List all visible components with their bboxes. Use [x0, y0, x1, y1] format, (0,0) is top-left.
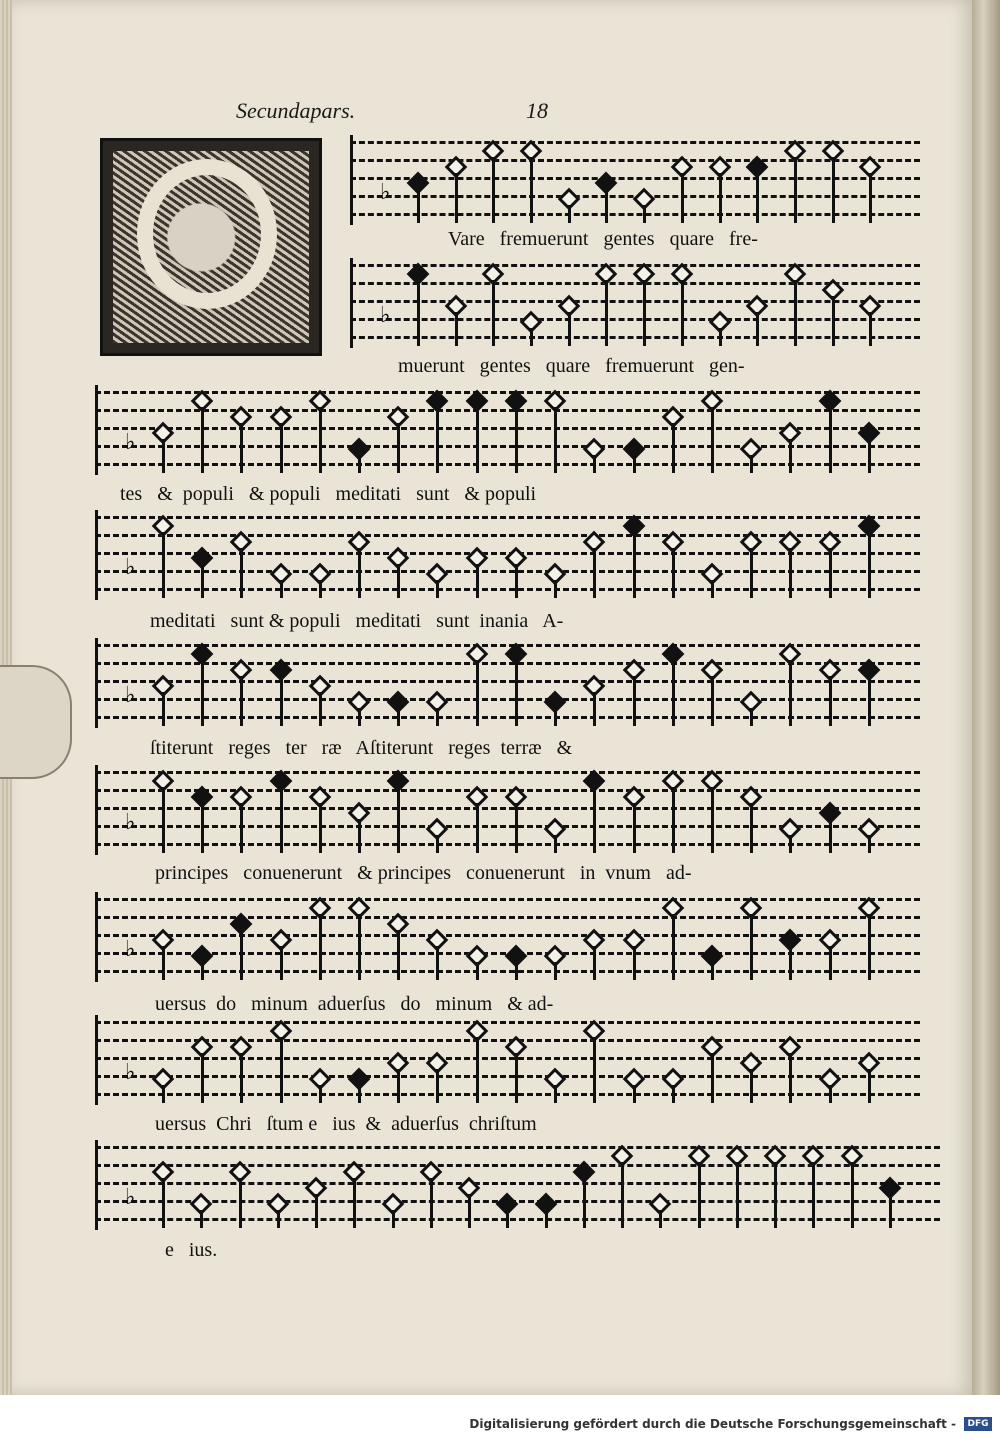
note-stem — [430, 1178, 433, 1228]
note-stem — [868, 532, 871, 598]
note-stem — [750, 803, 753, 853]
note-stem — [397, 930, 400, 980]
note-stem — [681, 173, 684, 223]
note-stem — [681, 280, 684, 346]
note-stem — [436, 946, 439, 980]
lyric-line-6: principes conuenerunt & principes conuenerunt in vnum ad- — [155, 862, 692, 884]
note-stem — [240, 930, 243, 980]
note-stem — [492, 157, 495, 223]
note-stem — [476, 407, 479, 473]
flat-sign: ♭ — [380, 179, 391, 204]
note-stem — [750, 548, 753, 598]
staff-line — [95, 1075, 920, 1078]
note-stem — [593, 946, 596, 980]
note-stem — [750, 708, 753, 726]
staff-line — [95, 644, 920, 647]
note-stem — [554, 962, 557, 980]
staff-line — [95, 789, 920, 792]
lyric-line-9: e ius. — [165, 1239, 218, 1261]
note-stem — [358, 455, 361, 473]
note-stem — [829, 1085, 832, 1103]
woodcut-initial-q — [100, 138, 322, 356]
note-stem — [280, 423, 283, 473]
note-stem — [774, 1162, 777, 1228]
note-stem — [633, 676, 636, 726]
note-stem — [319, 914, 322, 980]
note-stem — [789, 1053, 792, 1103]
staff-line — [95, 1057, 920, 1060]
note-stem — [605, 189, 608, 223]
note-stem — [719, 173, 722, 223]
staff-line — [95, 588, 920, 591]
note-stem — [397, 423, 400, 473]
note-stem — [358, 1085, 361, 1103]
note-stem — [869, 312, 872, 346]
note-stem — [554, 407, 557, 473]
staff-line — [95, 970, 920, 973]
lyric-line-1: Vare fremuerunt gentes quare fre- — [448, 228, 758, 250]
staff-line — [95, 463, 920, 466]
note-stem — [240, 1053, 243, 1103]
note-stem — [162, 692, 165, 726]
note-stem — [492, 280, 495, 346]
flat-sign: ♭ — [125, 1059, 136, 1084]
note-stem — [515, 1053, 518, 1103]
note-stem — [319, 692, 322, 726]
note-stem — [506, 1210, 509, 1228]
note-stem — [353, 1178, 356, 1228]
note-stem — [633, 455, 636, 473]
barline — [95, 385, 98, 475]
note-stem — [593, 548, 596, 598]
note-stem — [568, 205, 571, 223]
lyric-line-8: uersus Chri ſtum e ius & aduerſus chriſtum — [155, 1113, 537, 1135]
note-stem — [812, 1162, 815, 1228]
note-stem — [436, 835, 439, 853]
flat-sign: ♭ — [125, 936, 136, 961]
staff — [95, 1140, 940, 1230]
note-stem — [468, 1194, 471, 1228]
note-stem — [794, 157, 797, 223]
staff — [95, 510, 920, 600]
flat-sign: ♭ — [125, 429, 136, 454]
flat-sign: ♭ — [125, 554, 136, 579]
barline — [95, 638, 98, 728]
note-stem — [829, 548, 832, 598]
lyric-line-3: tes & populi & populi meditati sunt & populi — [120, 483, 537, 505]
page-number: 18 — [526, 98, 548, 123]
note-stem — [436, 708, 439, 726]
note-stem — [417, 280, 420, 346]
bookmark-tab — [0, 665, 72, 779]
flat-sign: ♭ — [125, 1184, 136, 1209]
note-stem — [162, 1178, 165, 1228]
note-stem — [358, 914, 361, 980]
note-stem — [397, 564, 400, 598]
note-stem — [455, 312, 458, 346]
note-stem — [711, 676, 714, 726]
lyric-line-2: muerunt gentes quare fremuerunt gen- — [398, 355, 745, 377]
note-stem — [319, 1085, 322, 1103]
staff-line — [95, 898, 920, 901]
barline — [95, 765, 98, 855]
note-stem — [358, 819, 361, 853]
lyric-line-4: meditati sunt & populi meditati sunt inania A- — [150, 610, 564, 632]
note-stem — [554, 1085, 557, 1103]
note-stem — [593, 1037, 596, 1103]
note-stem — [201, 962, 204, 980]
note-stem — [240, 676, 243, 726]
barline — [95, 1015, 98, 1105]
note-stem — [280, 580, 283, 598]
staff-line — [95, 662, 920, 665]
footer-credit: Digitalisierung gefördert durch die Deutsche Forschungsgemeinschaft - — [469, 1417, 956, 1431]
note-stem — [240, 803, 243, 853]
note-stem — [756, 312, 759, 346]
note-stem — [358, 708, 361, 726]
note-stem — [593, 787, 596, 853]
staff-line — [95, 516, 920, 519]
note-stem — [476, 1037, 479, 1103]
note-stem — [832, 296, 835, 346]
note-stem — [436, 407, 439, 473]
note-stem — [280, 787, 283, 853]
lyric-line-5: ſtiterunt reges ter ræ Aſtiterunt reges terræ & — [150, 737, 573, 759]
dfg-logo: DFG — [964, 1417, 992, 1431]
note-stem — [280, 676, 283, 726]
note-stem — [756, 173, 759, 223]
part-heading: Secundapars. — [236, 98, 356, 123]
note-stem — [277, 1210, 280, 1228]
staff — [350, 135, 920, 225]
note-stem — [672, 548, 675, 598]
note-stem — [829, 676, 832, 726]
note-stem — [280, 1037, 283, 1103]
note-stem — [240, 423, 243, 473]
note-stem — [672, 660, 675, 726]
note-stem — [162, 787, 165, 853]
note-stem — [868, 676, 871, 726]
note-stem — [750, 1069, 753, 1103]
note-stem — [868, 914, 871, 980]
barline — [95, 1140, 98, 1230]
note-stem — [476, 962, 479, 980]
note-stem — [476, 803, 479, 853]
staff-line — [95, 698, 920, 701]
note-stem — [162, 1085, 165, 1103]
note-stem — [605, 280, 608, 346]
note-stem — [201, 1053, 204, 1103]
note-stem — [789, 548, 792, 598]
note-stem — [869, 173, 872, 223]
note-stem — [201, 564, 204, 598]
note-stem — [397, 708, 400, 726]
note-stem — [568, 312, 571, 346]
note-stem — [515, 660, 518, 726]
note-stem — [633, 946, 636, 980]
note-stem — [583, 1178, 586, 1228]
note-stem — [621, 1162, 624, 1228]
note-stem — [789, 660, 792, 726]
note-stem — [789, 946, 792, 980]
note-stem — [319, 407, 322, 473]
note-stem — [315, 1194, 318, 1228]
note-stem — [554, 708, 557, 726]
note-stem — [698, 1162, 701, 1228]
note-stem — [868, 835, 871, 853]
note-stem — [319, 803, 322, 853]
staff — [95, 638, 920, 728]
note-stem — [672, 1085, 675, 1103]
note-stem — [719, 328, 722, 346]
note-stem — [162, 946, 165, 980]
note-stem — [829, 946, 832, 980]
note-stem — [672, 423, 675, 473]
note-stem — [736, 1162, 739, 1228]
note-stem — [392, 1210, 395, 1228]
note-stem — [515, 962, 518, 980]
note-stem — [530, 157, 533, 223]
note-stem — [476, 564, 479, 598]
note-stem — [201, 660, 204, 726]
note-stem — [633, 1085, 636, 1103]
note-stem — [643, 280, 646, 346]
staff — [95, 1015, 920, 1105]
note-stem — [789, 439, 792, 473]
note-stem — [239, 1178, 242, 1228]
note-stem — [832, 157, 835, 223]
note-stem — [358, 548, 361, 598]
staff-line — [95, 716, 920, 719]
staff-line — [95, 843, 920, 846]
staff — [95, 765, 920, 855]
barline — [350, 258, 353, 348]
note-stem — [633, 532, 636, 598]
note-stem — [162, 532, 165, 598]
barline — [95, 892, 98, 982]
note-stem — [868, 1069, 871, 1103]
note-stem — [515, 564, 518, 598]
staff — [95, 892, 920, 982]
flat-sign: ♭ — [125, 809, 136, 834]
note-stem — [789, 835, 792, 853]
staff-line — [95, 391, 920, 394]
note-stem — [515, 803, 518, 853]
note-stem — [554, 580, 557, 598]
staff-line — [95, 771, 920, 774]
flat-sign: ♭ — [125, 682, 136, 707]
note-stem — [593, 692, 596, 726]
note-stem — [515, 407, 518, 473]
note-stem — [319, 580, 322, 598]
staff-line — [95, 445, 920, 448]
lyric-line-7: uersus do minum aduerſus do minum & ad- — [155, 993, 554, 1015]
staff-line — [95, 409, 920, 412]
note-stem — [455, 173, 458, 223]
note-stem — [794, 280, 797, 346]
note-stem — [672, 787, 675, 853]
note-stem — [829, 407, 832, 473]
note-stem — [280, 946, 283, 980]
note-stem — [711, 1053, 714, 1103]
barline — [350, 135, 353, 225]
staff-line — [95, 570, 920, 573]
note-stem — [545, 1210, 548, 1228]
staff-line — [95, 1093, 920, 1096]
note-stem — [200, 1210, 203, 1228]
note-stem — [750, 914, 753, 980]
note-stem — [711, 580, 714, 598]
note-stem — [829, 819, 832, 853]
flat-sign: ♭ — [380, 302, 391, 327]
staff-line — [95, 916, 920, 919]
note-stem — [659, 1210, 662, 1228]
note-stem — [530, 328, 533, 346]
staff-line — [95, 1021, 920, 1024]
note-stem — [889, 1194, 892, 1228]
barline — [95, 510, 98, 600]
note-stem — [711, 962, 714, 980]
note-stem — [397, 1069, 400, 1103]
note-stem — [554, 835, 557, 853]
note-stem — [643, 205, 646, 223]
note-stem — [851, 1162, 854, 1228]
note-stem — [436, 580, 439, 598]
note-stem — [476, 660, 479, 726]
note-stem — [417, 189, 420, 223]
note-stem — [397, 787, 400, 853]
staff — [95, 385, 920, 475]
note-stem — [240, 548, 243, 598]
note-stem — [750, 455, 753, 473]
staff-line — [95, 807, 920, 810]
note-stem — [711, 407, 714, 473]
staff-line — [350, 264, 920, 267]
note-stem — [593, 455, 596, 473]
staff — [350, 258, 920, 348]
right-page-edge — [972, 0, 1000, 1395]
staff-line — [95, 680, 920, 683]
note-stem — [633, 803, 636, 853]
note-stem — [201, 407, 204, 473]
note-stem — [436, 1069, 439, 1103]
note-stem — [672, 914, 675, 980]
note-stem — [868, 439, 871, 473]
note-stem — [711, 787, 714, 853]
note-stem — [162, 439, 165, 473]
note-stem — [201, 803, 204, 853]
